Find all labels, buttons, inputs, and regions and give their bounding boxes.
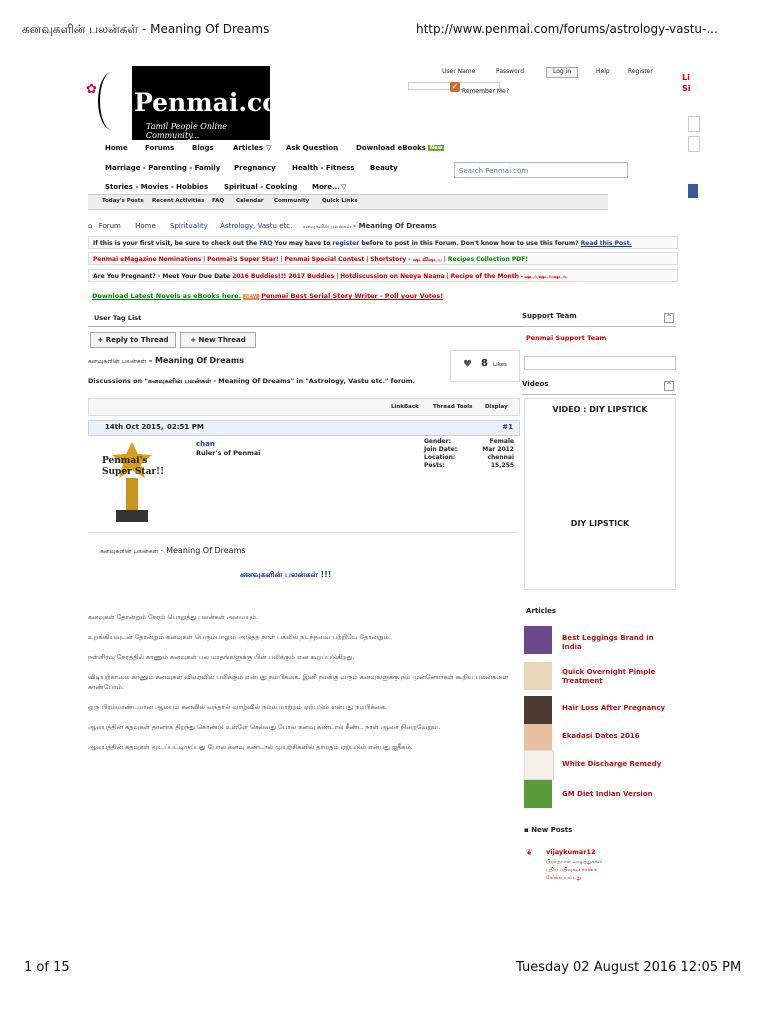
crumb-forum[interactable]: Forum	[98, 222, 121, 230]
new-badge: New	[430, 145, 443, 151]
remember-checkbox[interactable]: ✓	[451, 82, 459, 91]
nav-stories[interactable]: Stories - Movies - Hobbies	[105, 183, 209, 191]
likes-label: Likes	[493, 362, 507, 368]
nav-articles[interactable]: Articles	[233, 144, 264, 152]
nav-download-ebooks[interactable]: Download eBooks	[356, 144, 426, 152]
crumb-spirituality[interactable]: Spirituality	[170, 222, 208, 230]
likes-count: 8	[481, 358, 488, 369]
facebook-icon[interactable]	[688, 184, 698, 198]
home-icon[interactable]: ⌂	[88, 222, 93, 230]
article-link[interactable]: Ekadasi Dates 2016	[562, 732, 640, 740]
promo-bar-1: Penmai eMagazine Nominations | Penmai's Super Star! | Penmai Special Contest | Shortstory - ஷடவிஷடய | Recipes Collection PDF!	[88, 252, 678, 265]
crumb-astrology[interactable]: Astrology, Vastu etc.	[220, 222, 293, 230]
register-notice-link[interactable]: register	[332, 240, 360, 247]
np-snippet: பிறந்தநாள் வாழ்த்துக்கள் புதிய பதிவுகள் காண்க சேர்க்கப்பட்டது	[546, 859, 603, 881]
print-page-number: 1 of 15	[24, 960, 70, 975]
post-paragraph: கனவுகள் தோன்றும் நேரம் பொறுத்து பலன்கள் அமையும்.	[88, 613, 259, 621]
subnav-todays-posts[interactable]: Today's Posts	[102, 198, 144, 204]
nav-beauty[interactable]: Beauty	[370, 164, 398, 172]
promo-bar-2: Are You Pregnant? - Meet Your Due Date 2016 Buddies!!! 2017 Buddies | Hotdiscussion on Neeya Naana | Recipe of the Month - ஷடவஷடவஷடவ	[88, 269, 678, 282]
post-paragraph: ஆலயத்தின் கதவுகள் மூடப்பட்டிருப்பது போல கனவு கண்டால் முயற்சிகளில் தாமதம் ஏற்படும் என்பது ஐதீகம்.	[88, 743, 413, 751]
nav-more[interactable]: More...	[312, 183, 340, 191]
article-thumbnail[interactable]	[524, 724, 552, 752]
new-posts-header: ▪ New Posts	[524, 826, 573, 834]
user-avatar-icon: ❦	[526, 848, 533, 857]
nav-blogs[interactable]: Blogs	[192, 144, 214, 152]
support-team-header: Support Team ^	[522, 312, 676, 327]
video-player[interactable]	[524, 398, 676, 590]
video-caption: DIY LIPSTICK	[570, 519, 630, 528]
remember-label: Remember Me?	[462, 88, 509, 95]
post-heading: கனவுகளின் பலன்கள் - Meaning Of Dreams	[100, 546, 246, 555]
subnav-calendar[interactable]: Calendar	[236, 198, 264, 204]
clipped-sidebar-text: Li Si	[682, 73, 691, 93]
post-header	[88, 420, 520, 436]
collapse-icon[interactable]: ^	[664, 313, 674, 323]
user-rank: Ruler's of Penmai	[196, 449, 261, 457]
superstar-link[interactable]: Penmai's Super Star!	[207, 256, 279, 263]
post-username[interactable]: chan	[196, 440, 215, 448]
heart-icon: ♥	[463, 359, 472, 370]
promo-bar-3	[92, 292, 443, 300]
subnav-community[interactable]: Community	[274, 198, 310, 204]
superstar-badge: Penmai's Super Star!!	[96, 440, 168, 530]
user-info: Gender: Female Join Date: Mar 2012 Location: chennai Posts: 15,255	[424, 438, 514, 469]
post-paragraph: ஒரு பிரம்மாண்டமான ஆலயம் கனவில் வந்தால் வாழ்வில் நல்ல மாற்றம் ஏற்படும் என்பது நம்பிக்கை.	[88, 703, 388, 711]
help-link[interactable]: Help	[596, 68, 610, 75]
nav-home[interactable]: Home	[105, 144, 128, 152]
subnav-recent[interactable]: Recent Activities	[152, 198, 205, 204]
chat-icon: ▪	[524, 826, 529, 834]
article-thumbnail[interactable]	[524, 750, 554, 780]
nav-marriage[interactable]: Marriage - Parenting - Family	[105, 164, 221, 172]
print-url: http://www.penmai.com/forums/astrology-vastu-...	[416, 22, 718, 36]
faq-link[interactable]: FAQ	[259, 240, 273, 247]
new-thread-button[interactable]: + New Thread	[180, 332, 256, 348]
nav-pregnancy[interactable]: Pregnancy	[234, 164, 276, 172]
print-title: கனவுகளின் பலன்கள் - Meaning Of Dreams	[22, 22, 270, 36]
article-link[interactable]: White Discharge Remedy	[562, 760, 662, 768]
np-username[interactable]: vijaykumar12	[546, 848, 596, 856]
poll-link[interactable]: Penmai Best Serial Story Writer - Poll your Votes!	[261, 292, 444, 300]
post-paragraph: உறங்கியவுடன் தோன்றும் கனவுகள் பெரும்பாலும் அடுத்த நாள் பகலில் நடந்தவை பற்றியே தோன்றும்.	[88, 633, 391, 641]
more-chevron-icon[interactable]: ▽	[341, 183, 347, 191]
post-paragraph: நள்ளிரவு நேரத்தில் காணும் கனவுகள் பல மாதங்களுக்கு பின் பலிக்கும் என கூறப்படுகிறது.	[88, 653, 355, 661]
support-team-link[interactable]: Penmai Support Team	[526, 334, 607, 342]
clipped-input[interactable]	[688, 116, 700, 132]
thread-title: கனவுகளின் பலன்கள் - Meaning Of Dreams	[88, 356, 245, 365]
likes-box[interactable]	[450, 350, 520, 382]
display-tool[interactable]: Display	[485, 404, 508, 410]
article-link[interactable]: GM Diet Indian Version	[562, 790, 653, 798]
discussion-line: Discussions on "கனவுகளின் பலன்கள் - Meaning Of Dreams" in "Astrology, Vastu etc." forum.	[88, 377, 416, 385]
crumb-tamil: கனவுகளின் பலன்கள்	[302, 224, 352, 230]
clipped-input[interactable]	[688, 136, 700, 152]
article-thumbnail[interactable]	[524, 662, 552, 690]
article-thumbnail[interactable]	[524, 780, 552, 808]
login-button[interactable]: Log in	[546, 67, 578, 78]
article-thumbnail[interactable]	[524, 626, 552, 654]
reply-button[interactable]: + Reply to Thread	[90, 332, 176, 348]
thread-toolbar	[88, 398, 520, 416]
buddies-2016-link[interactable]: 2016 Buddies!!!	[232, 273, 287, 280]
breadcrumb	[88, 222, 436, 230]
nav-ask-question[interactable]: Ask Question	[286, 144, 339, 152]
pregnant-link[interactable]: Are You Pregnant? - Meet Your Due Date	[93, 273, 233, 280]
article-link[interactable]: Hair Loss After Pregnancy	[562, 704, 666, 712]
collapse-icon[interactable]: ^	[664, 381, 674, 391]
sub-nav	[88, 194, 608, 210]
subnav-quick-links[interactable]: Quick Links	[322, 198, 358, 204]
crumb-home[interactable]: Home	[135, 222, 156, 230]
trophy-icon	[96, 440, 168, 530]
chevron-down-icon[interactable]: ▽	[266, 144, 272, 152]
article-link[interactable]: Quick Overnight Pimple Treatment	[562, 668, 656, 685]
shortstory-link[interactable]: Shortstory - ஷடவிஷடய	[370, 256, 442, 263]
user-tag-list[interactable]: User Tag List	[88, 314, 524, 327]
articles-header: Articles	[526, 607, 557, 615]
read-post-link[interactable]: Read this Post.	[580, 240, 632, 247]
penmai-logo[interactable]: ✿ Penmai.com Tamil People Online Community...	[84, 66, 270, 140]
subnav-faq[interactable]: FAQ	[212, 198, 225, 204]
post-number[interactable]: #1	[502, 423, 513, 431]
password-label: Password	[496, 68, 525, 75]
sidebar-box	[524, 356, 676, 370]
search-input[interactable]: Search Penmai.com	[454, 162, 628, 178]
post-date: 14th Oct 2015,	[105, 423, 164, 431]
notice-bar: If this is your first visit, be sure to check out the FAQ You may have to register before to post in this Forum. Don't know how to use this forum? Read this Post.	[88, 236, 678, 249]
nav-spiritual[interactable]: Spiritual - Cooking	[224, 183, 298, 191]
flower-icon: ✿	[86, 82, 97, 97]
novels-link[interactable]: Download Latest Novels as eBooks here.	[92, 292, 242, 300]
video-title: VIDEO : DIY LIPSTICK	[552, 405, 648, 414]
neeya-naana-link[interactable]: Hotdiscussion on Neeya Naana	[340, 273, 445, 280]
post-body	[88, 612, 518, 762]
recipe-month-link[interactable]: Recipe of the Month - ஷடவஷடவஷடவ	[450, 273, 568, 280]
videos-header: Videos ^	[522, 380, 676, 395]
recipes-pdf-link[interactable]: Recipes Collection PDF!	[447, 256, 529, 263]
crumb-current: - Meaning Of Dreams	[353, 222, 437, 230]
nav-health[interactable]: Health - Fitness	[292, 164, 355, 172]
print-datetime: Tuesday 02 August 2016 12:05 PM	[516, 960, 742, 975]
post-paragraph: விடியற்காலை காணும் கனவுகள் விரைவில் பலிக்கும் என்பது நம்பிக்கை. இனி நமக்கு வரும் கனவுகளுக்கு நம் முன்னோர்கள் கூறிய பலன்களை காண்போம்.	[88, 673, 509, 691]
page-content	[88, 62, 692, 922]
article-thumbnail[interactable]	[524, 696, 552, 724]
post-time: 02:51 PM	[167, 423, 204, 431]
post-subheading: கனவுகளின் பலன்கள் !!!	[240, 570, 332, 579]
emagazine-link[interactable]: Penmai eMagazine Nominations	[93, 256, 202, 263]
linkback-tool[interactable]: LinkBack	[391, 404, 419, 410]
new-icon: NEW	[245, 294, 257, 300]
article-link[interactable]: Best Leggings Brand in India	[562, 634, 654, 651]
nav-forums[interactable]: Forums	[145, 144, 175, 152]
buddies-2017-link[interactable]: 2017 Buddies	[286, 273, 335, 280]
post-paragraph: ஆலயத்தின் கதவுகள் தானாக திறந்து கொண்டு உள்ளே செல்வது போல கனவு கண்டால் நீண்ட நாள் ஆசை நிறைவேறும்.	[88, 723, 441, 731]
thread-tools[interactable]: Thread Tools	[433, 404, 473, 410]
logo-face-icon	[84, 66, 132, 140]
register-link[interactable]: Register	[628, 68, 653, 75]
username-label: User Name	[442, 68, 476, 75]
contest-link[interactable]: Penmai Special Contest	[284, 256, 365, 263]
